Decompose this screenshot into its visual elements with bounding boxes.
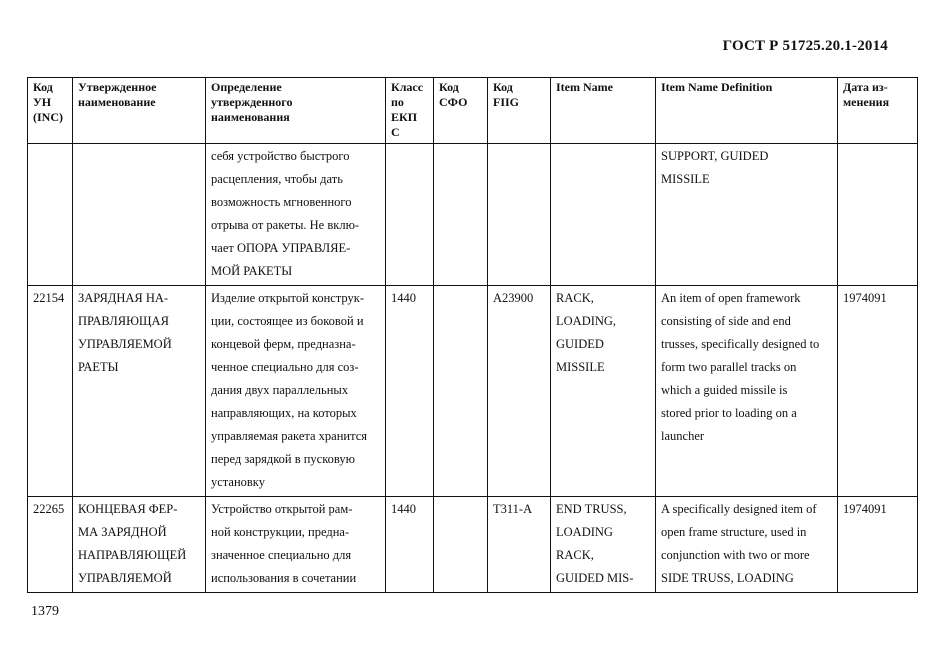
- header-line: Дата из-: [843, 80, 888, 94]
- header-line: Код: [33, 80, 53, 94]
- table-body: [28, 144, 918, 593]
- class-cell: [386, 144, 434, 286]
- header-line: менения: [843, 95, 890, 109]
- item-name-cell: [551, 286, 656, 497]
- cell-line: LOADING,: [556, 314, 617, 328]
- cell-line: МОЙ РАКЕТЫ: [211, 264, 293, 278]
- cell-line: SUPPORT, GUIDED: [661, 149, 769, 163]
- cell-line: КОНЦЕВАЯ ФЕР-: [78, 502, 178, 516]
- cell-line: An item of open framework: [661, 291, 801, 305]
- cell-line: LOADING: [556, 525, 613, 539]
- cell-line: form two parallel tracks on: [661, 360, 797, 374]
- header-line: УН: [33, 95, 52, 109]
- cell-line: перед зарядкой в пусковую: [211, 452, 355, 466]
- table-row: [28, 144, 918, 286]
- cell-line: GUIDED MIS-: [556, 571, 634, 585]
- header-sfo: [434, 78, 488, 144]
- document-code: ГОСТ Р 51725.20.1-2014: [722, 38, 888, 54]
- header-line: СФО: [439, 95, 468, 109]
- cell-line: концевой ферм, предназна-: [211, 337, 356, 351]
- approved-name-cell: [73, 144, 206, 286]
- header-item-name: [551, 78, 656, 144]
- item-name-cell: [551, 497, 656, 593]
- header-fiig: [488, 78, 551, 144]
- header-line: Код: [493, 80, 513, 94]
- change-date-cell: 1974091: [838, 286, 918, 497]
- cell-line: ЗАРЯДНАЯ НА-: [78, 291, 169, 305]
- header-line: Определение: [211, 80, 282, 94]
- cell-line: ной конструкции, предна-: [211, 525, 350, 539]
- header-definition: [206, 78, 386, 144]
- sfo-cell: [434, 497, 488, 593]
- cell-line: MISSILE: [556, 360, 605, 374]
- header-line: Утвержденное: [78, 80, 157, 94]
- definition-cell: [206, 497, 386, 593]
- cell-line: себя устройство быстрого: [211, 149, 350, 163]
- cell-line: GUIDED: [556, 337, 604, 351]
- cell-line: расцепления, чтобы дать: [211, 172, 343, 186]
- inc-cell: [28, 144, 73, 286]
- inc-cell: 22154: [28, 286, 73, 497]
- cell-line: ПРАВЛЯЮЩАЯ: [78, 314, 169, 328]
- definition-cell: [206, 144, 386, 286]
- cell-line: ции, состоящее из боковой и: [211, 314, 364, 328]
- header-inc: [28, 78, 73, 144]
- class-cell: 1440: [386, 497, 434, 593]
- cell-line: open frame structure, used in: [661, 525, 807, 539]
- table-header-row: [28, 78, 918, 144]
- header-line: ЕКП: [391, 110, 418, 124]
- header-line: наименование: [78, 95, 156, 109]
- header-line: Код: [439, 80, 459, 94]
- cell-line: MISSILE: [661, 172, 710, 186]
- definition-cell: [206, 286, 386, 497]
- cell-line: дания двух параллельных: [211, 383, 349, 397]
- cell-line: consisting of side and end: [661, 314, 791, 328]
- cell-line: отрыва от ракеты. Не вклю-: [211, 218, 360, 232]
- cell-line: УПРАВЛЯЕМОЙ: [78, 571, 172, 585]
- header-line: утвержденного: [211, 95, 293, 109]
- cell-line: управляемая ракета хранится: [211, 429, 367, 443]
- cell-line: which a guided missile is: [661, 383, 788, 397]
- cell-line: A specifically designed item of: [661, 502, 817, 516]
- page-number: 1379: [31, 604, 59, 619]
- approved-name-cell: [73, 497, 206, 593]
- item-definition-cell: [656, 497, 838, 593]
- fiig-cell: [488, 144, 551, 286]
- header-line: FIIG: [493, 95, 520, 109]
- cell-line: Устройство открытой рам-: [211, 502, 353, 516]
- cell-line: УПРАВЛЯЕМОЙ: [78, 337, 172, 351]
- cell-line: чает ОПОРА УПРАВЛЯЕ-: [211, 241, 351, 255]
- sfo-cell: [434, 286, 488, 497]
- header-line: (INC): [33, 110, 63, 124]
- cell-line: МА ЗАРЯДНОЙ: [78, 525, 167, 539]
- cell-line: conjunction with two or more: [661, 548, 810, 562]
- fiig-cell: A23900: [488, 286, 551, 497]
- header-line: Item Name: [556, 80, 613, 94]
- cell-line: RACK,: [556, 291, 594, 305]
- cell-line: RACK,: [556, 548, 594, 562]
- header-class: [386, 78, 434, 144]
- cell-line: launcher: [661, 429, 705, 443]
- cell-line: trusses, specifically designed to: [661, 337, 820, 351]
- cell-line: НАПРАВЛЯЮЩЕЙ: [78, 548, 187, 562]
- cell-line: ченное специально для соз-: [211, 360, 359, 374]
- header-change-date: [838, 78, 918, 144]
- cell-line: END TRUSS,: [556, 502, 627, 516]
- table-row: [28, 286, 918, 497]
- cell-line: возможность мгновенного: [211, 195, 352, 209]
- header-item-definition: [656, 78, 838, 144]
- header-line: по: [391, 95, 404, 109]
- header-line: Item Name Definition: [661, 80, 773, 94]
- fiig-cell: T311-A: [488, 497, 551, 593]
- header-line: С: [391, 125, 400, 139]
- cell-line: использования в сочетании: [211, 571, 357, 585]
- item-definition-cell: [656, 144, 838, 286]
- sfo-cell: [434, 144, 488, 286]
- cell-line: направляющих, на которых: [211, 406, 357, 420]
- header-line: наименования: [211, 110, 290, 124]
- specification-table: [27, 77, 918, 593]
- item-definition-cell: [656, 286, 838, 497]
- cell-line: значенное специально для: [211, 548, 352, 562]
- cell-line: установку: [211, 475, 265, 489]
- header-line: Класс: [391, 80, 424, 94]
- table-row: [28, 497, 918, 593]
- change-date-cell: 1974091: [838, 497, 918, 593]
- cell-line: Изделие открытой конструк-: [211, 291, 364, 305]
- cell-line: stored prior to loading on a: [661, 406, 797, 420]
- inc-cell: 22265: [28, 497, 73, 593]
- item-name-cell: [551, 144, 656, 286]
- cell-line: РАЕТЫ: [78, 360, 119, 374]
- class-cell: 1440: [386, 286, 434, 497]
- approved-name-cell: [73, 286, 206, 497]
- change-date-cell: [838, 144, 918, 286]
- header-approved-name: [73, 78, 206, 144]
- cell-line: SIDE TRUSS, LOADING: [661, 571, 794, 585]
